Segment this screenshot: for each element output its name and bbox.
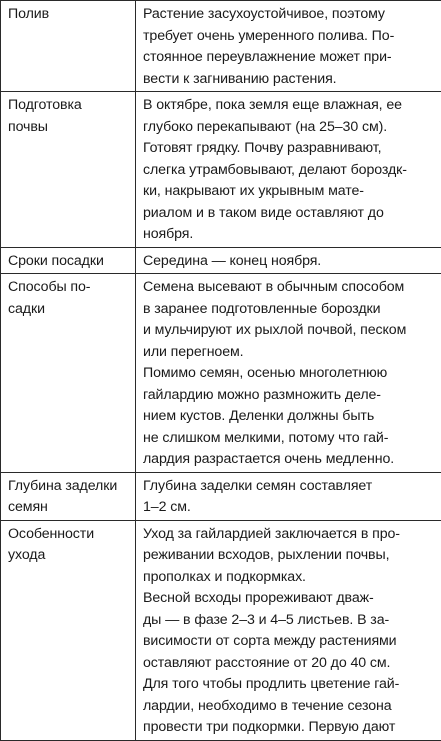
description-line: глубоко перекапывают (на 25–30 см). <box>143 117 437 139</box>
row-label-cell <box>1 1 136 92</box>
description-paragraph <box>143 95 437 246</box>
description-line: Середина — конец ноября. <box>143 251 437 273</box>
description-line: лардии, необходимо в течение сезона <box>143 696 437 718</box>
row-label-line: семян <box>8 497 131 519</box>
table-row <box>1 1 441 92</box>
row-description-cell <box>136 472 441 520</box>
row-description-cell <box>136 274 441 473</box>
description-line: ки, накрывают их укрывным мате- <box>143 181 437 203</box>
description-line: вести к загниванию растения. <box>143 69 437 91</box>
description-line: Весной всходы прореживают дваж- <box>143 588 437 610</box>
row-label-line: садки <box>8 299 131 321</box>
description-line: прополках и подкормках. <box>143 567 437 589</box>
description-paragraph <box>143 674 437 739</box>
description-line: провести три подкормки. Первую дают <box>143 717 437 739</box>
description-line: Растение засухоустойчивое, поэтому <box>143 4 437 26</box>
table-row <box>1 274 441 473</box>
description-line: Семена высевают в обычным способом <box>143 277 437 299</box>
row-label-cell <box>1 247 136 274</box>
description-line: или перегноем. <box>143 342 437 364</box>
row-label-line: ухода <box>8 545 131 567</box>
description-line: риалом и в таком виде оставляют до <box>143 203 437 225</box>
description-line: реживании всходов, рыхлении почвы, <box>143 545 437 567</box>
description-paragraph <box>143 363 437 471</box>
row-label-cell <box>1 472 136 520</box>
row-label-line: почвы <box>8 117 131 139</box>
description-line: в заранее подготовленные бороздки <box>143 299 437 321</box>
description-line: гайлардию можно размножить деле- <box>143 385 437 407</box>
description-line: и мульчируют их рыхлой почвой, песком <box>143 320 437 342</box>
description-line: Готовят грядку. Почву разравнивают, <box>143 138 437 160</box>
table-row <box>1 520 441 740</box>
table-body <box>1 1 441 741</box>
description-paragraph <box>143 476 437 519</box>
table-row <box>1 92 441 248</box>
row-label-cell <box>1 92 136 248</box>
description-line: лардия разрастается очень медленно. <box>143 449 437 471</box>
table-row <box>1 472 441 520</box>
description-line: не слишком мелкими, потому что гай- <box>143 428 437 450</box>
table-row <box>1 247 441 274</box>
row-label-line: Особенности <box>8 524 131 546</box>
description-line: В октябре, пока земля еще влажная, ее <box>143 95 437 117</box>
row-label-line: Способы по- <box>8 277 131 299</box>
description-line: требует очень умеренного полива. По- <box>143 26 437 48</box>
row-description-cell <box>136 1 441 92</box>
description-paragraph <box>143 251 437 273</box>
description-line: Уход за гайлардией заключается в про- <box>143 524 437 546</box>
description-line: стоянное переувлажнение может при- <box>143 47 437 69</box>
row-label-line: Сроки посадки <box>8 251 131 273</box>
row-description-cell <box>136 92 441 248</box>
row-description-cell <box>136 520 441 740</box>
description-line: нием кустов. Деленки должны быть <box>143 406 437 428</box>
description-paragraph <box>143 524 437 589</box>
description-line: слегка утрамбовывают, делают бороздк- <box>143 160 437 182</box>
description-line: Помимо семян, осенью многолетнюю <box>143 363 437 385</box>
row-label-cell <box>1 520 136 740</box>
row-label-line: Подготовка <box>8 95 131 117</box>
row-description-cell <box>136 247 441 274</box>
description-paragraph <box>143 4 437 90</box>
row-label-line: Глубина заделки <box>8 476 131 498</box>
row-label-cell <box>1 274 136 473</box>
description-line: оставляют расстояние от 20 до 40 см. <box>143 653 437 675</box>
description-line: 1–2 см. <box>143 497 437 519</box>
row-label-line: Полив <box>8 4 131 26</box>
description-line: висимости от сорта между растениями <box>143 631 437 653</box>
description-line: ды — в фазе 2–3 и 4–5 листьев. В за- <box>143 610 437 632</box>
description-line: Для того чтобы продлить цветение гай- <box>143 674 437 696</box>
description-line: Глубина заделки семян составляет <box>143 476 437 498</box>
description-paragraph <box>143 588 437 674</box>
description-paragraph <box>143 277 437 363</box>
description-line: ноября. <box>143 224 437 246</box>
